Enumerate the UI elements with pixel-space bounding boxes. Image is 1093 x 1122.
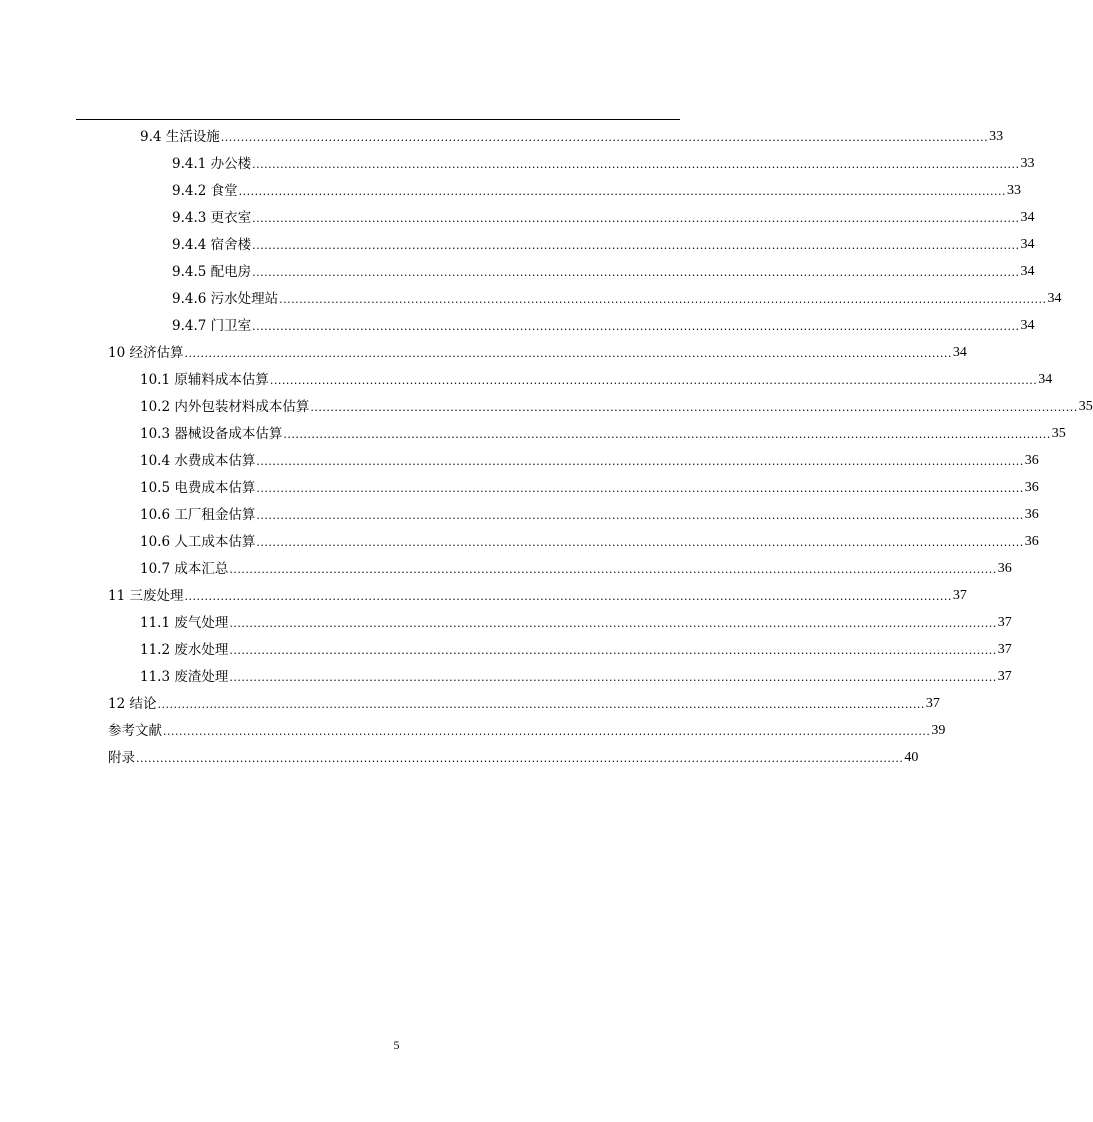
toc-entry[interactable] bbox=[108, 688, 940, 714]
toc-entry-label: 10.2 内外包装材料成本估算 bbox=[140, 399, 310, 415]
toc-entry[interactable] bbox=[140, 121, 1004, 147]
toc-entry-label: 10 经济估算 bbox=[108, 345, 184, 361]
toc-entry-page: 34 bbox=[952, 345, 967, 360]
toc-entry-label: 参考文献 bbox=[108, 723, 162, 739]
toc-entry[interactable] bbox=[108, 715, 946, 741]
toc-entry-label: 9.4 生活设施 bbox=[140, 129, 220, 145]
toc-leader-dots: ................................................................................................................................................................................................ bbox=[256, 536, 1024, 549]
toc-entry-page: 36 bbox=[1024, 480, 1039, 495]
toc-entry-label: 11 三废处理 bbox=[108, 588, 184, 604]
toc-leader-dots: ................................................................................................................................................................................................ bbox=[279, 293, 1047, 306]
toc-entry-label: 9.4.1 办公楼 bbox=[172, 156, 252, 172]
toc-entry[interactable] bbox=[108, 742, 919, 768]
toc-entry-page: 33 bbox=[1007, 183, 1021, 198]
toc-entry-page: 34 bbox=[1020, 318, 1035, 333]
toc-entry-page: 36 bbox=[1024, 453, 1039, 468]
toc-entry-label: 11.2 废水处理 bbox=[140, 642, 229, 658]
toc-leader-dots: ................................................................................................................................................................................................ bbox=[220, 131, 989, 144]
toc-entry-label: 9.4.3 更衣室 bbox=[172, 210, 252, 226]
toc-entry-page: 37 bbox=[997, 615, 1012, 630]
toc-entry[interactable] bbox=[172, 148, 1035, 174]
toc-leader-dots: ................................................................................................................................................................................................ bbox=[163, 725, 931, 738]
toc-leader-dots: ................................................................................................................................................................................................ bbox=[310, 401, 1078, 414]
toc-leader-dots: ................................................................................................................................................................................................ bbox=[252, 320, 1020, 333]
toc-leader-dots: ................................................................................................................................................................................................ bbox=[229, 617, 997, 630]
toc-entry-page: 37 bbox=[925, 696, 940, 711]
toc-entry-label: 9.4.4 宿舍楼 bbox=[172, 237, 252, 253]
toc-leader-dots: ................................................................................................................................................................................................ bbox=[252, 239, 1020, 252]
toc-entry[interactable] bbox=[140, 607, 1012, 633]
toc-entry-label: 10.3 器械设备成本估算 bbox=[140, 426, 283, 442]
toc-leader-dots: ................................................................................................................................................................................................ bbox=[283, 428, 1051, 441]
toc-leader-dots: ................................................................................................................................................................................................ bbox=[184, 347, 952, 360]
toc-entry[interactable] bbox=[108, 580, 967, 606]
toc-entry-label: 9.4.7 门卫室 bbox=[172, 318, 252, 334]
toc-entry[interactable] bbox=[140, 445, 1039, 471]
toc-entry-label: 9.4.6 污水处理站 bbox=[172, 291, 279, 307]
toc-leader-dots: ................................................................................................................................................................................................ bbox=[184, 590, 952, 603]
toc-entry-page: 39 bbox=[931, 723, 946, 738]
toc-entry-page: 37 bbox=[997, 642, 1012, 657]
toc-entry[interactable] bbox=[140, 553, 1012, 579]
toc-entry[interactable] bbox=[140, 634, 1012, 660]
toc-entry-page: 36 bbox=[997, 561, 1012, 576]
toc-leader-dots: ................................................................................................................................................................................................ bbox=[238, 185, 1006, 198]
toc-entry-page: 35 bbox=[1051, 426, 1066, 441]
toc-entry-label: 10.5 电费成本估算 bbox=[140, 480, 256, 496]
toc-entry-page: 34 bbox=[1020, 237, 1035, 252]
toc-entry-label: 10.4 水费成本估算 bbox=[140, 453, 256, 469]
toc-leader-dots: ................................................................................................................................................................................................ bbox=[256, 509, 1024, 522]
toc-leader-dots: ................................................................................................................................................................................................ bbox=[229, 644, 997, 657]
toc-entry-label: 10.1 原辅料成本估算 bbox=[140, 372, 269, 388]
toc-leader-dots: ................................................................................................................................................................................................ bbox=[269, 374, 1038, 387]
toc-entry[interactable] bbox=[172, 229, 1035, 255]
toc-leader-dots: ................................................................................................................................................................................................ bbox=[252, 212, 1020, 225]
toc-leader-dots: ................................................................................................................................................................................................ bbox=[157, 698, 925, 711]
toc-leader-dots: ................................................................................................................................................................................................ bbox=[252, 266, 1020, 279]
toc-entry[interactable] bbox=[140, 499, 1039, 525]
toc-entry-label: 附录 bbox=[108, 750, 135, 766]
toc-entry-label: 10.6 人工成本估算 bbox=[140, 534, 256, 550]
toc-entry[interactable] bbox=[172, 256, 1035, 282]
toc-entry-label: 11.3 废渣处理 bbox=[140, 669, 229, 685]
toc-entry[interactable] bbox=[140, 661, 1012, 687]
toc-entry-label: 10.7 成本汇总 bbox=[140, 561, 229, 577]
toc-entry-label: 12 结论 bbox=[108, 696, 157, 712]
toc-entry-label: 9.4.5 配电房 bbox=[172, 264, 252, 280]
toc-entry-page: 36 bbox=[1024, 507, 1039, 522]
toc-entry-label: 10.6 工厂租金估算 bbox=[140, 507, 256, 523]
toc-entry[interactable] bbox=[108, 337, 967, 363]
toc-entry-page: 36 bbox=[1024, 534, 1039, 549]
toc-entry-page: 33 bbox=[989, 129, 1004, 144]
toc-entry-page: 37 bbox=[952, 588, 967, 603]
page-number: 5 bbox=[393, 1038, 400, 1052]
toc-entry-page: 34 bbox=[1020, 210, 1035, 225]
toc-entry[interactable] bbox=[172, 310, 1035, 336]
toc-leader-dots: ................................................................................................................................................................................................ bbox=[229, 563, 997, 576]
toc-entry-page: 34 bbox=[1047, 291, 1062, 306]
toc-entry[interactable] bbox=[140, 472, 1039, 498]
toc-entry-page: 34 bbox=[1038, 372, 1053, 387]
toc-entry[interactable] bbox=[172, 202, 1035, 228]
toc-entry[interactable] bbox=[140, 391, 1093, 417]
toc-entry[interactable] bbox=[140, 526, 1039, 552]
toc-entry-page: 33 bbox=[1020, 156, 1035, 171]
toc-entry-page: 35 bbox=[1078, 399, 1093, 414]
toc-leader-dots: ................................................................................................................................................................................................ bbox=[252, 158, 1020, 171]
toc-entry-page: 34 bbox=[1020, 264, 1035, 279]
toc-entry[interactable] bbox=[172, 283, 1062, 309]
toc-entry[interactable] bbox=[140, 418, 1066, 444]
toc-leader-dots: ................................................................................................................................................................................................ bbox=[136, 752, 904, 765]
toc-entry[interactable] bbox=[140, 364, 1053, 390]
toc-entry-page: 40 bbox=[904, 750, 919, 765]
toc-entry-page: 37 bbox=[997, 669, 1012, 684]
toc-entry[interactable] bbox=[172, 175, 1021, 201]
toc-leader-dots: ................................................................................................................................................................................................ bbox=[256, 482, 1024, 495]
toc-entry-label: 9.4.2 食堂 bbox=[172, 183, 238, 199]
toc-entry-label: 11.1 废气处理 bbox=[140, 615, 229, 631]
toc-leader-dots: ................................................................................................................................................................................................ bbox=[256, 455, 1024, 468]
toc-leader-dots: ................................................................................................................................................................................................ bbox=[229, 671, 997, 684]
header-rule bbox=[76, 119, 680, 120]
